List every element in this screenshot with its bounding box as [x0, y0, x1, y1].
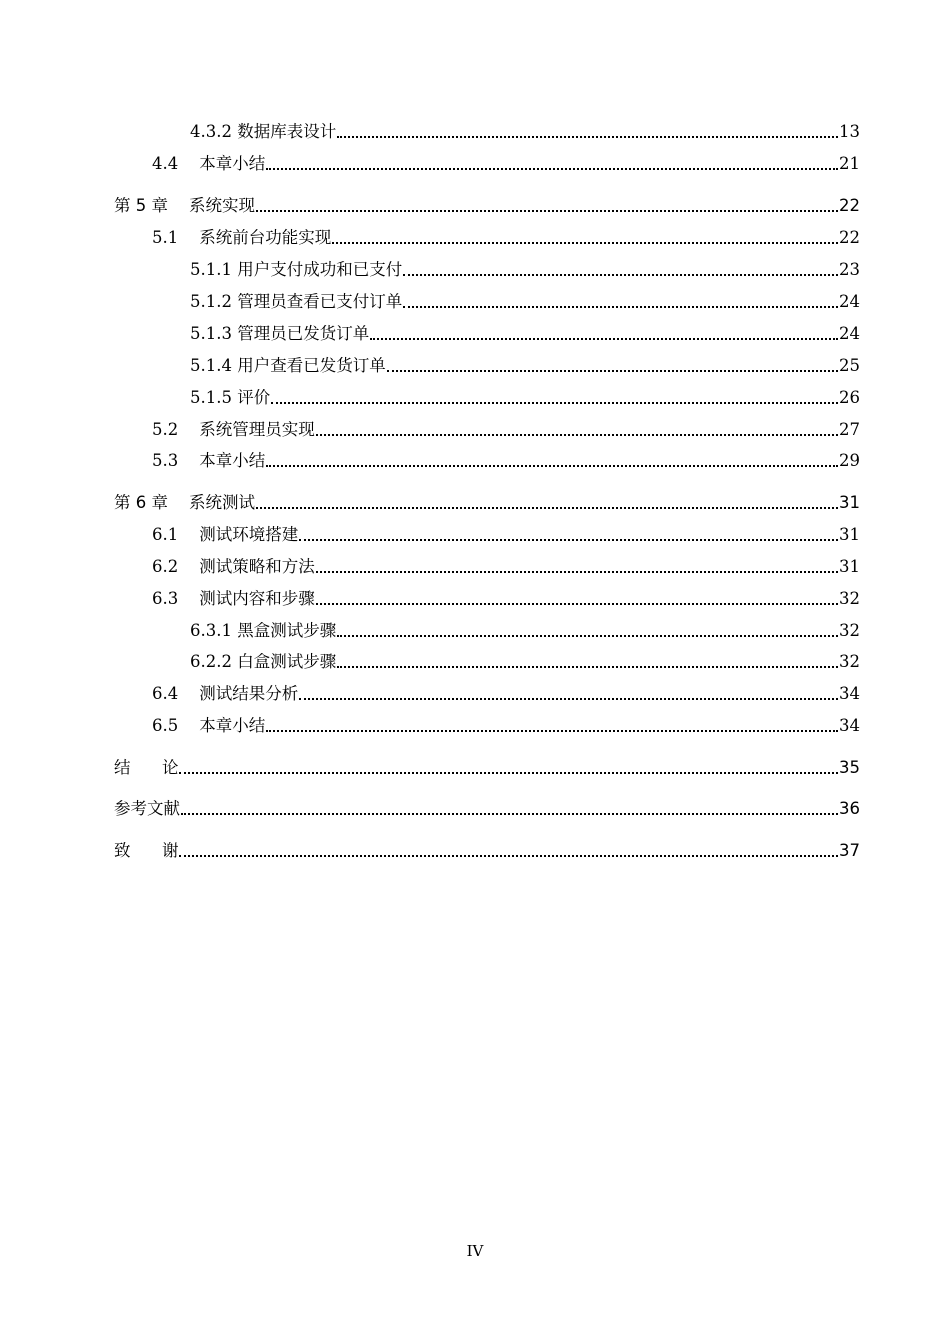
dot-leader — [256, 506, 838, 509]
toc-entry-page: 22 — [839, 196, 860, 215]
dot-leader — [299, 538, 838, 541]
toc-entry[interactable] — [0, 682, 860, 706]
toc-entry[interactable] — [0, 290, 860, 314]
toc-entry-title: 5.1.3 管理员已发货订单 — [190, 324, 370, 343]
toc-entry-page: 31 — [839, 557, 860, 576]
dot-leader — [181, 812, 838, 815]
toc-entry[interactable] — [0, 797, 860, 821]
dot-leader — [337, 135, 838, 138]
dot-leader — [403, 305, 838, 308]
toc-entry-title: 5.1.5 评价 — [190, 388, 271, 407]
toc-entry-title: 5.3 本章小结 — [152, 451, 266, 470]
toc-entry-page: 37 — [839, 841, 860, 860]
toc-entry-title: 第 5 章 系统实现 — [114, 196, 255, 215]
dot-leader — [332, 241, 838, 244]
page-number: IV — [466, 1242, 484, 1260]
toc-entry-page: 29 — [839, 451, 860, 470]
toc-entry-page: 24 — [839, 324, 860, 343]
toc-entry-page: 13 — [839, 122, 860, 141]
toc-entry[interactable] — [0, 449, 860, 473]
toc-entry-title: 结 论 — [114, 758, 179, 777]
toc-entry[interactable] — [0, 322, 860, 346]
toc-entry-title: 5.1.4 用户查看已发货订单 — [190, 356, 386, 375]
dot-leader — [266, 167, 838, 170]
dot-leader — [179, 771, 838, 774]
dot-leader — [316, 602, 838, 605]
toc-entry[interactable] — [0, 354, 860, 378]
toc-entry[interactable] — [0, 587, 860, 611]
toc-entry-title: 5.1 系统前台功能实现 — [152, 228, 332, 247]
toc-entry-title: 6.3.1 黑盒测试步骤 — [190, 621, 337, 640]
toc-entry-page: 26 — [839, 388, 860, 407]
toc-entry-page: 31 — [839, 525, 860, 544]
toc-entry-page: 31 — [839, 493, 860, 512]
toc-entry-title: 致 谢 — [114, 841, 179, 860]
dot-leader — [337, 634, 838, 637]
toc-entry[interactable] — [0, 523, 860, 547]
toc-entry[interactable] — [0, 650, 860, 674]
toc-entry-title: 5.1.2 管理员查看已支付订单 — [190, 292, 403, 311]
toc-entry-page: 23 — [839, 260, 860, 279]
toc-entry-title: 第 6 章 系统测试 — [114, 493, 255, 512]
toc-entry-title: 6.4 测试结果分析 — [152, 684, 299, 703]
dot-leader — [266, 464, 838, 467]
toc-entry[interactable] — [0, 555, 860, 579]
toc-entry-page: 34 — [839, 684, 860, 703]
toc-entry[interactable] — [0, 226, 860, 250]
toc-entry[interactable] — [0, 756, 860, 780]
toc-entry[interactable] — [0, 258, 860, 282]
toc-entry-title: 5.2 系统管理员实现 — [152, 420, 315, 439]
toc-entry-title: 4.3.2 数据库表设计 — [190, 122, 337, 141]
dot-leader — [271, 401, 838, 404]
toc-entry-page: 34 — [839, 716, 860, 735]
dot-leader — [316, 570, 838, 573]
toc-entry-page: 32 — [839, 621, 860, 640]
toc-entry[interactable] — [0, 194, 860, 218]
toc-entry-title: 6.2 测试策略和方法 — [152, 557, 315, 576]
dot-leader — [256, 209, 838, 212]
toc-entry-title: 6.3 测试内容和步骤 — [152, 589, 315, 608]
toc-entry-page: 27 — [839, 420, 860, 439]
toc-entry-page: 21 — [839, 154, 860, 173]
toc-entry-title: 参考文献 — [114, 799, 180, 818]
dot-leader — [387, 369, 838, 372]
toc-entry-page: 35 — [839, 758, 860, 777]
toc-entry[interactable] — [0, 619, 860, 643]
toc-entry-page: 32 — [839, 589, 860, 608]
toc-entry[interactable] — [0, 714, 860, 738]
dot-leader — [370, 337, 838, 340]
toc-entry-title: 6.5 本章小结 — [152, 716, 266, 735]
toc-entry[interactable] — [0, 386, 860, 410]
toc-entry-title: 6.2.2 白盒测试步骤 — [190, 652, 337, 671]
dot-leader — [316, 433, 838, 436]
toc-entry-page: 32 — [839, 652, 860, 671]
toc-entry-page: 36 — [839, 799, 860, 818]
dot-leader — [266, 729, 838, 732]
toc-entry[interactable] — [0, 491, 860, 515]
dot-leader — [179, 854, 838, 857]
toc-entry[interactable] — [0, 152, 860, 176]
toc-entry[interactable] — [0, 839, 860, 863]
toc-entry-title: 6.1 测试环境搭建 — [152, 525, 299, 544]
toc-entry-page: 22 — [839, 228, 860, 247]
toc-entry[interactable] — [0, 418, 860, 442]
toc-entry-page: 24 — [839, 292, 860, 311]
dot-leader — [337, 665, 838, 668]
toc-entry[interactable] — [0, 120, 860, 144]
dot-leader — [299, 697, 838, 700]
toc-entry-title: 5.1.1 用户支付成功和已支付 — [190, 260, 403, 279]
dot-leader — [403, 273, 838, 276]
toc-entry-page: 25 — [839, 356, 860, 375]
toc-entry-title: 4.4 本章小结 — [152, 154, 266, 173]
